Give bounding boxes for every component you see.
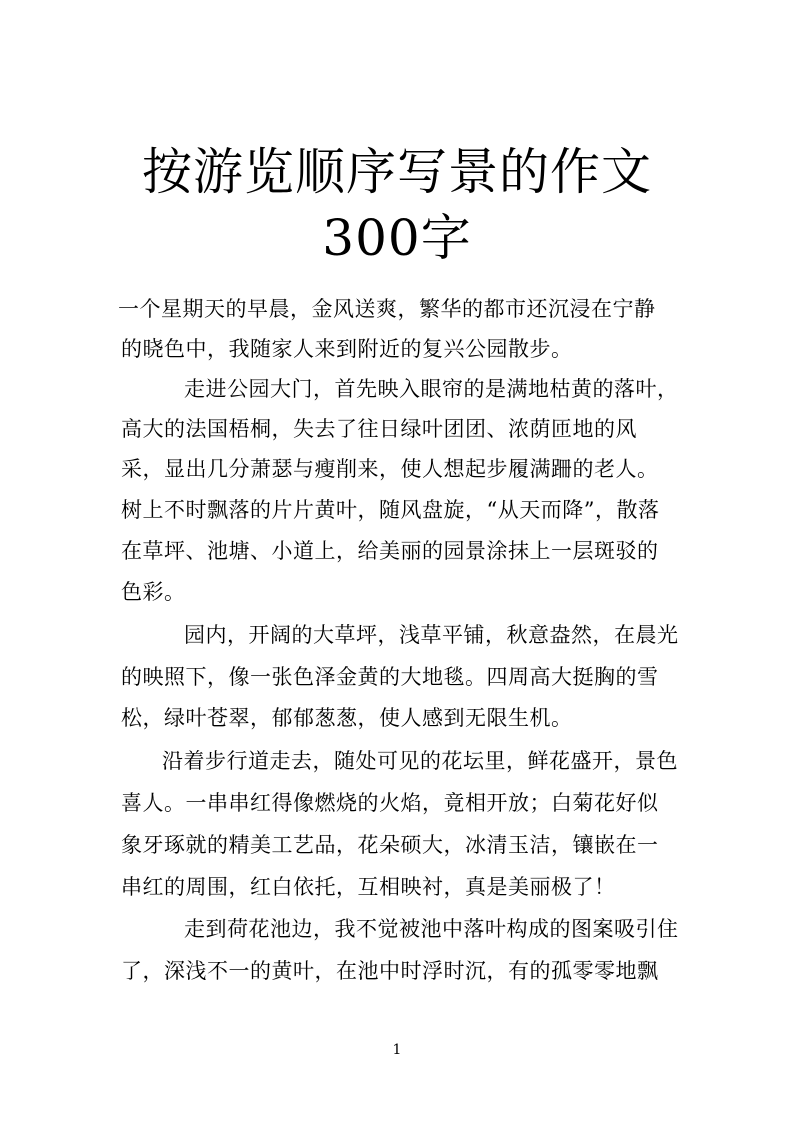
document-title-line-1: 按游览顺序写景的作文: [142, 143, 652, 201]
body-text-line: 走到荷花池边，我不觉被池中落叶构成的图案吸引住: [184, 917, 679, 941]
body-text-line: 一个星期天的早晨，金风送爽，繁华的都市还沉浸在宁静: [118, 297, 656, 321]
body-text-line: 采，显出几分萧瑟与瘦削来，使人想起步履满跚的老人。: [121, 457, 659, 481]
body-text-line: 在草坪、池塘、小道上，给美丽的园景涂抹上一层斑驳的: [121, 539, 659, 563]
body-text-line: 树上不时飘落的片片黄叶，随风盘旋，“从天而降”，散落: [121, 498, 660, 522]
body-text-line: 串红的周围，红白依托，互相映衬，真是美丽极了！: [121, 875, 616, 899]
body-text-line: 沿着步行道走去，随处可见的花坛里，鲜花盛开，景色: [162, 749, 678, 773]
body-text-line: 走进公园大门，首先映入眼帘的是满地枯黄的落叶，: [184, 377, 679, 401]
document-title-line-2: 300字: [322, 209, 472, 267]
body-text-line: 园内，开阔的大草坪，浅草平铺，秋意盎然，在晨光: [184, 623, 679, 647]
body-text-line: 喜人。一串串红得像燃烧的火焰，竟相开放；白菊花好似: [121, 791, 659, 815]
body-text-line: 的晓色中，我随家人来到附近的复兴公园散步。: [121, 337, 573, 361]
body-text-line: 了，深浅不一的黄叶，在池中时浮时沉，有的孤零零地飘: [121, 959, 659, 983]
body-text-line: 的映照下，像一张色泽金黄的大地毯。四周高大挺胸的雪: [121, 665, 659, 689]
body-text-line: 色彩。: [121, 580, 186, 604]
body-text-line: 松，绿叶苍翠，郁郁葱葱，使人感到无限生机。: [121, 706, 573, 730]
page-number: 1: [392, 1042, 402, 1058]
body-text-line: 象牙琢就的精美工艺品，花朵硕大，冰清玉洁，镶嵌在一: [121, 833, 659, 857]
body-text-line: 高大的法国梧桐，失去了往日绿叶团团、浓荫匝地的风: [121, 417, 637, 441]
